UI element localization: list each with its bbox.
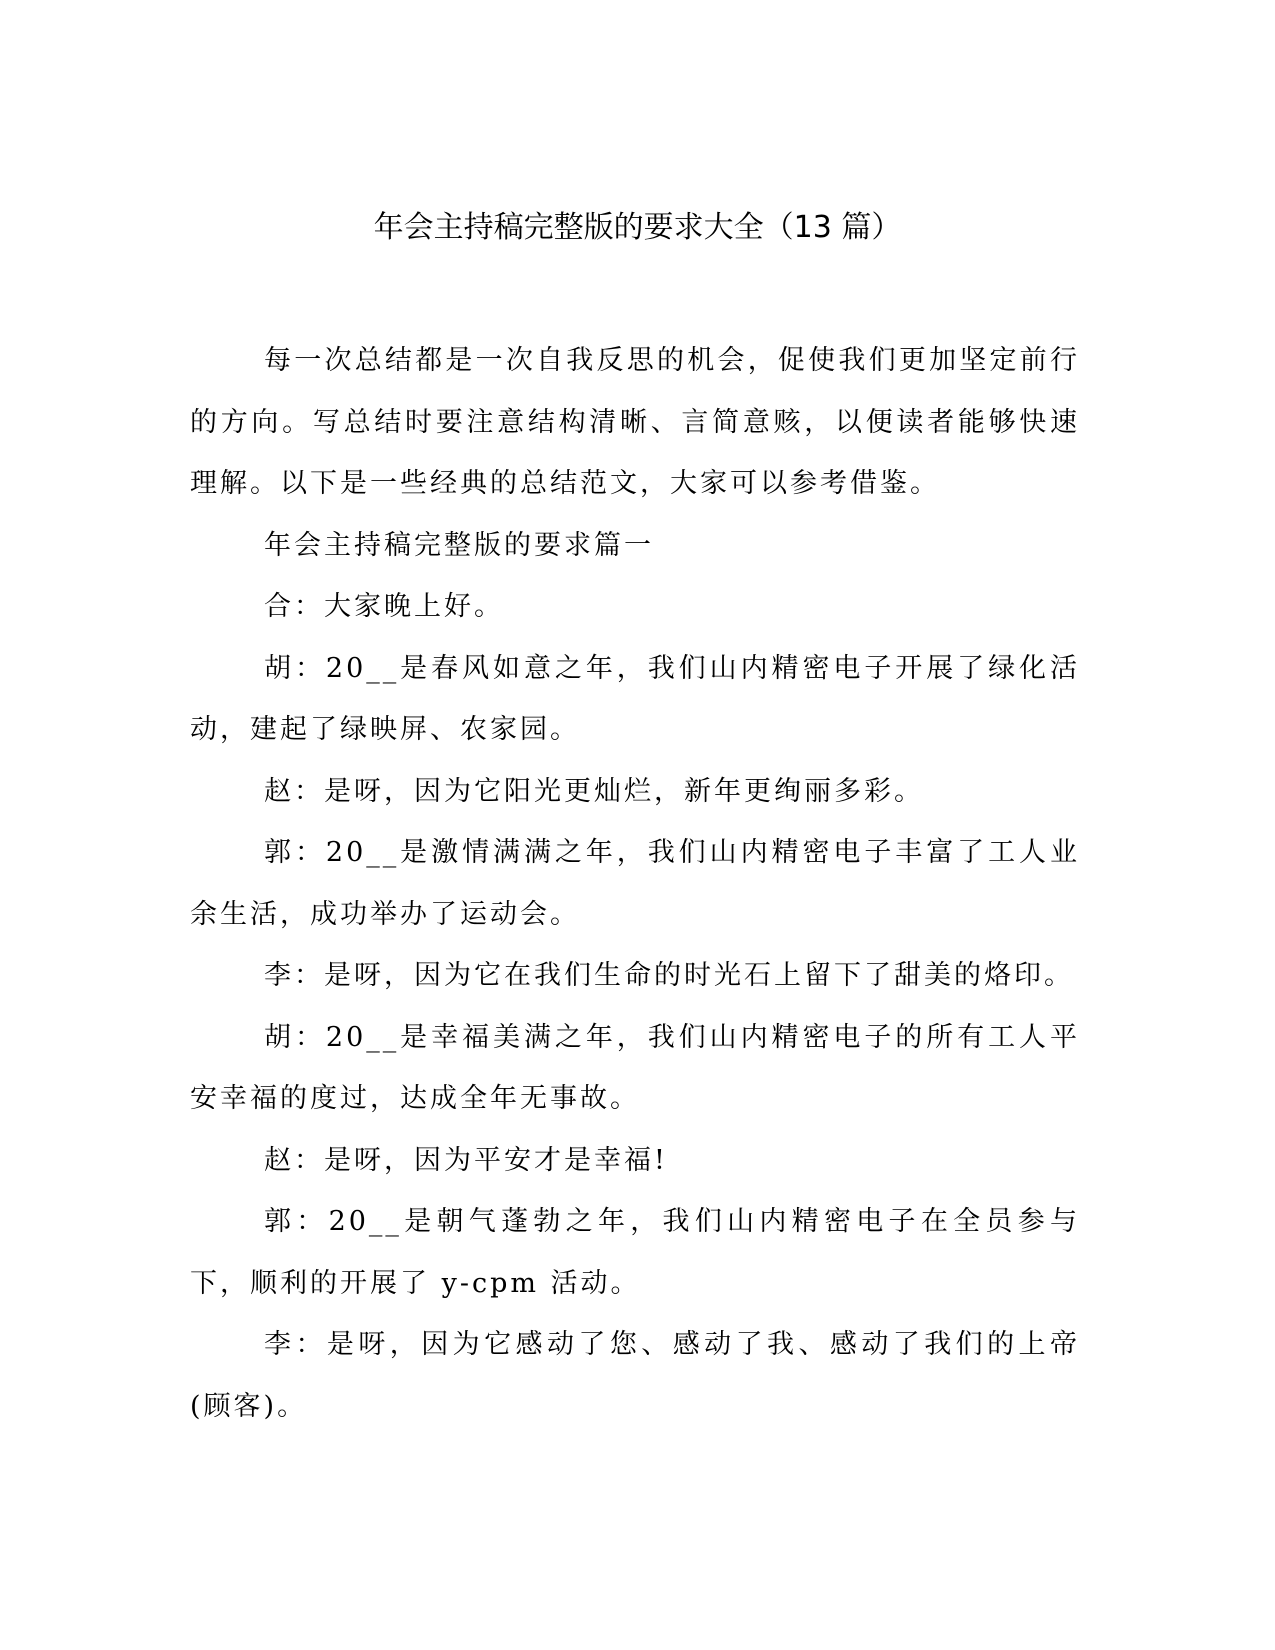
dialogue-line: 郭：20__是朝气蓬勃之年，我们山内精密电子在全员参与下，顺利的开展了 y-cpm 活动。: [190, 1206, 1080, 1299]
section-heading: 年会主持稿完整版的要求篇一: [264, 529, 654, 561]
intro-paragraph: 每一次总结都是一次自我反思的机会，促使我们更加坚定前行的方向。写总结时要注意结构清晰、言简意赅，以便读者能够快速理解。以下是一些经典的总结范文，大家可以参考借鉴。: [190, 345, 1080, 499]
dialogue-line: 赵：是呀，因为平安才是幸福!: [264, 1144, 668, 1176]
dialogue-line: 李：是呀，因为它在我们生命的时光石上留下了甜美的烙印。: [264, 960, 1074, 991]
dialogue-line: 郭：20__是激情满满之年，我们山内精密电子丰富了工人业余生活，成功举办了运动会。: [190, 837, 1080, 930]
dialogue-line: 胡：20__是春风如意之年，我们山内精密电子开展了绿化活动，建起了绿映屏、农家园。: [190, 652, 1080, 745]
dialogue-line: 胡：20__是幸福美满之年，我们山内精密电子的所有工人平安幸福的度过，达成全年无事故。: [190, 1021, 1080, 1114]
document-title: 年会主持稿完整版的要求大全（13 篇）: [373, 210, 902, 245]
dialogue-line: 李：是呀，因为它感动了您、感动了我、感动了我们的上帝(顾客)。: [190, 1329, 1080, 1422]
dialogue-line: 赵：是呀，因为它阳光更灿烂，新年更绚丽多彩。: [264, 775, 924, 807]
dialogue-line: 合：大家晚上好。: [264, 591, 504, 622]
document-body: [190, 330, 1080, 1437]
